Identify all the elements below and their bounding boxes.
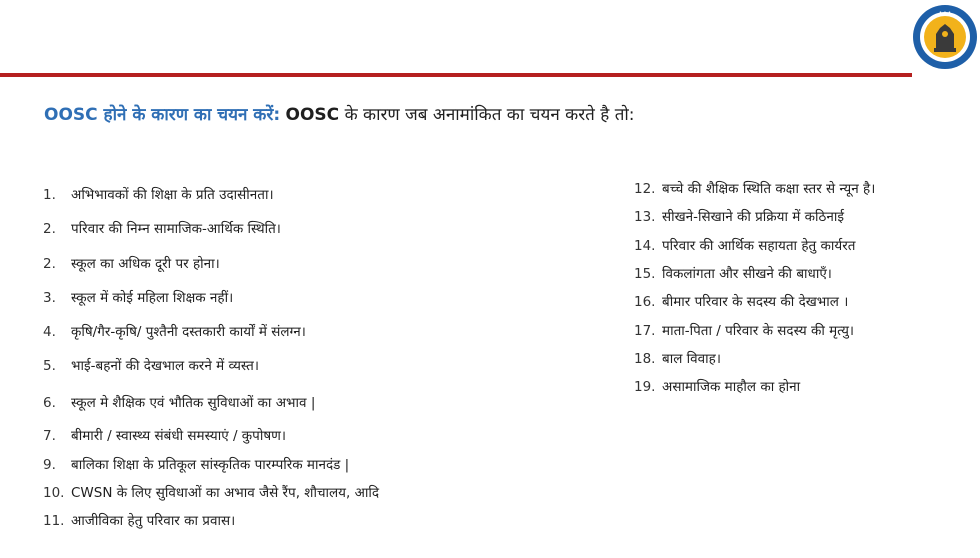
heading-highlight: OOSC होने के कारण का चयन करें: [44, 105, 281, 125]
heading-rest: के कारण जब अनामांकित का चयन करते है तो: [344, 105, 635, 125]
list-item [43, 255, 220, 273]
item-number: 1. [43, 187, 56, 203]
heading-oosc: OOSC [285, 105, 340, 125]
item-number: 16. [634, 294, 656, 310]
item-text: परिवार की निम्न सामाजिक-आर्थिक स्थिति। [71, 221, 281, 237]
list-item [43, 427, 286, 445]
list-item [634, 378, 800, 396]
item-number: 10. [43, 485, 65, 501]
item-text: CWSN के लिए सुविधाओं का अभाव जैसे रैंप, शौचालय, आदि [71, 485, 380, 501]
item-text: माता-पिता / परिवार के सदस्य की मृत्यु। [662, 323, 855, 339]
list-item [634, 322, 854, 340]
list-item [43, 323, 306, 341]
item-number: 12. [634, 181, 656, 197]
item-number: 18. [634, 351, 656, 367]
list-item [43, 456, 349, 474]
item-number: 15. [634, 266, 656, 282]
list-item [43, 357, 259, 375]
header-divider [0, 73, 912, 77]
list-item [43, 484, 379, 502]
item-number: 3. [43, 290, 56, 306]
list-item [43, 289, 233, 307]
item-number: 13. [634, 209, 656, 225]
list-item [43, 186, 274, 204]
list-item [634, 208, 844, 226]
list-item [634, 350, 721, 368]
item-text: बालिका शिक्षा के प्रतिकूल सांस्कृतिक पारम्परिक मानदंड | [71, 457, 350, 473]
list-item [43, 512, 235, 530]
list-item [43, 220, 281, 238]
item-number: 6. [43, 395, 56, 411]
item-text: स्कूल का अधिक दूरी पर होना। [71, 256, 220, 272]
item-text: सीखने-सिखाने की प्रक्रिया में कठिनाई [662, 209, 844, 225]
item-number: 2. [43, 256, 56, 272]
item-text: कृषि/गैर-कृषि/ पुश्तैनी दस्तकारी कार्यों में संलग्न। [71, 324, 306, 340]
item-text: स्कूल में कोई महिला शिक्षक नहीं। [71, 290, 234, 306]
item-text: असामाजिक माहौल का होना [662, 379, 801, 395]
list-item [43, 394, 315, 412]
item-text: बच्चे की शैक्षिक स्थिति कक्षा स्तर से न्यून है। [662, 181, 876, 197]
item-text: आजीविका हेतु परिवार का प्रवास। [71, 513, 236, 529]
list-item [634, 237, 855, 255]
item-text: स्कूल मे शैक्षिक एवं भौतिक सुविधाओं का अभाव | [71, 395, 316, 411]
item-number: 17. [634, 323, 656, 339]
education-department-logo-icon [912, 4, 978, 70]
item-number: 7. [43, 428, 56, 444]
item-number: 9. [43, 457, 56, 473]
item-number: 11. [43, 513, 65, 529]
item-text: परिवार की आर्थिक सहायता हेतु कार्यरत [662, 238, 856, 254]
item-text: बीमार परिवार के सदस्य की देखभाल । [662, 294, 849, 310]
page-heading [44, 103, 944, 127]
item-number: 2. [43, 221, 56, 237]
item-text: भाई-बहनों की देखभाल करने में व्यस्त। [71, 358, 259, 374]
header-bar [0, 0, 980, 80]
item-number: 14. [634, 238, 656, 254]
item-text: बीमारी / स्वास्थ्य संबंधी समस्याएं / कुपोषण। [71, 428, 287, 444]
list-item [634, 265, 832, 283]
list-item [634, 293, 848, 311]
item-number: 5. [43, 358, 56, 374]
item-text: बाल विवाह। [662, 351, 721, 367]
item-text: अभिभावकों की शिक्षा के प्रति उदासीनता। [71, 187, 274, 203]
list-item [634, 180, 875, 198]
item-text: विकलांगता और सीखने की बाधाएँ। [662, 266, 832, 282]
svg-text:• • •: • • • [938, 10, 952, 16]
item-number: 4. [43, 324, 56, 340]
item-number: 19. [634, 379, 656, 395]
